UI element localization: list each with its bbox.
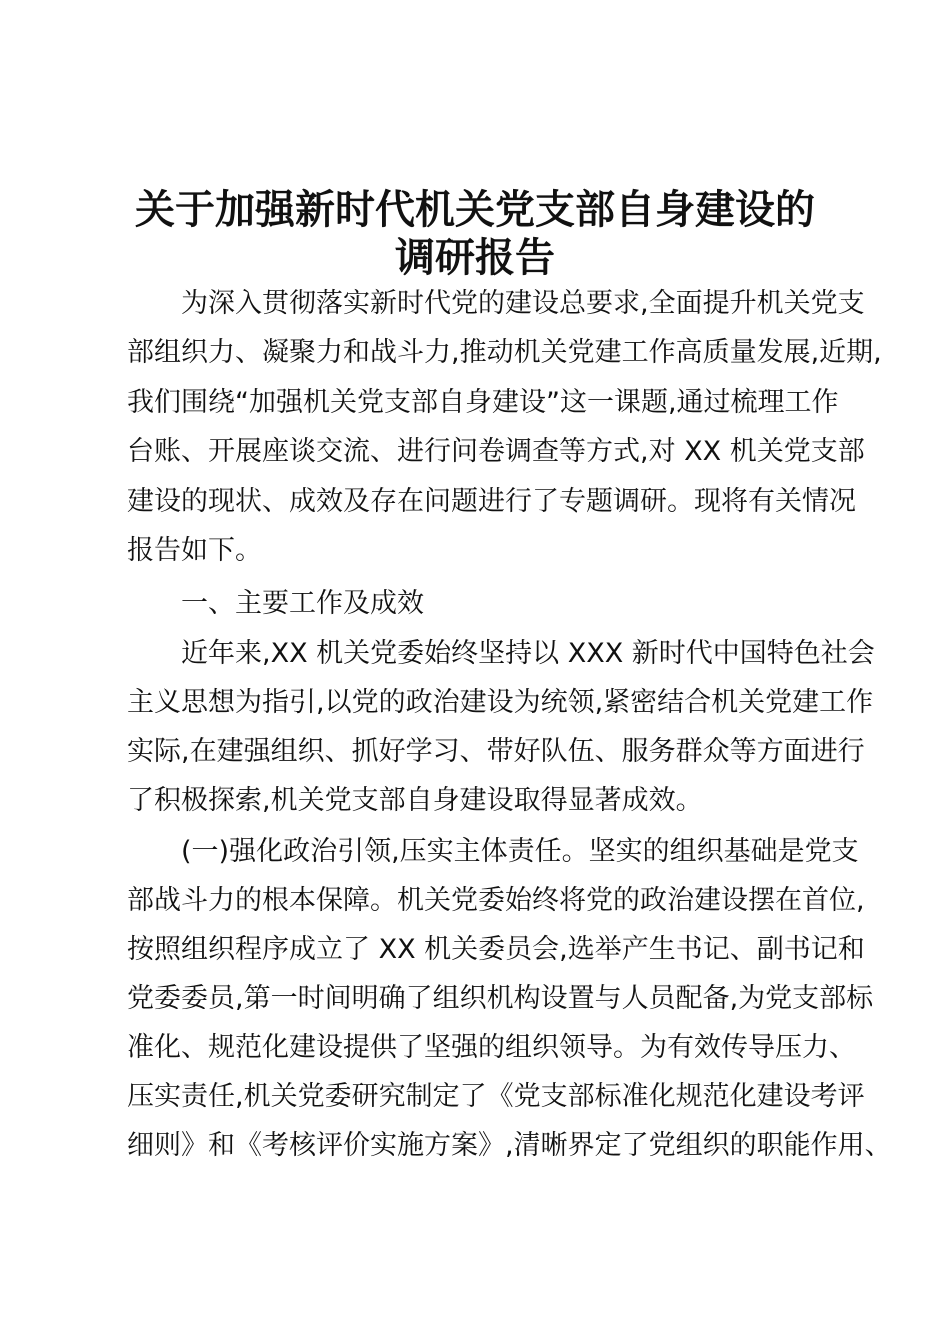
section-heading: 一、主要工作及成效 <box>181 588 424 619</box>
text-line: 台账、开展座谈交流、进行问卷调查等方式,对 XX 机关党支部 <box>127 436 865 467</box>
text-line: 报告如下。 <box>127 535 262 566</box>
text-line: 党委委员,第一时间明确了组织机构设置与人员配备,为党支部标 <box>127 983 874 1014</box>
text-line: 细则》和《考核评价实施方案》,清晰界定了党组织的职能作用、 <box>127 1130 892 1161</box>
document-title-line-2: 调研报告 <box>395 235 555 281</box>
text-line: 按照组织程序成立了 XX 机关委员会,选举产生书记、副书记和 <box>127 934 865 965</box>
text-line: 建设的现状、成效及存在问题进行了专题调研。现将有关情况 <box>127 486 856 517</box>
document-title-line-1: 关于加强新时代机关党支部自身建设的 <box>135 187 815 233</box>
text-line: 主义思想为指引,以党的政治建设为统领,紧密结合机关党建工作 <box>127 687 874 718</box>
text-line: 准化、规范化建设提供了坚强的组织领导。为有效传导压力、 <box>127 1032 856 1063</box>
text-line: 部战斗力的根本保障。机关党委始终将党的政治建设摆在首位, <box>127 885 865 916</box>
text-line: 为深入贯彻落实新时代党的建设总要求,全面提升机关党支 <box>181 288 865 319</box>
text-line: 压实责任,机关党委研究制定了《党支部标准化规范化建设考评 <box>127 1081 865 1112</box>
text-line: 我们围绕“加强机关党支部自身建设”这一课题,通过梳理工作 <box>127 387 839 418</box>
text-line: 实际,在建强组织、抓好学习、带好队伍、服务群众等方面进行 <box>127 736 865 767</box>
text-line: 了积极探索,机关党支部自身建设取得显著成效。 <box>127 785 703 816</box>
text-line: 近年来,XX 机关党委始终坚持以 XXX 新时代中国特色社会 <box>181 638 875 669</box>
text-line: 部组织力、凝聚力和战斗力,推动机关党建工作高质量发展,近期, <box>127 337 882 368</box>
text-line: (一)强化政治引领,压实主体责任。坚实的组织基础是党支 <box>181 836 859 867</box>
